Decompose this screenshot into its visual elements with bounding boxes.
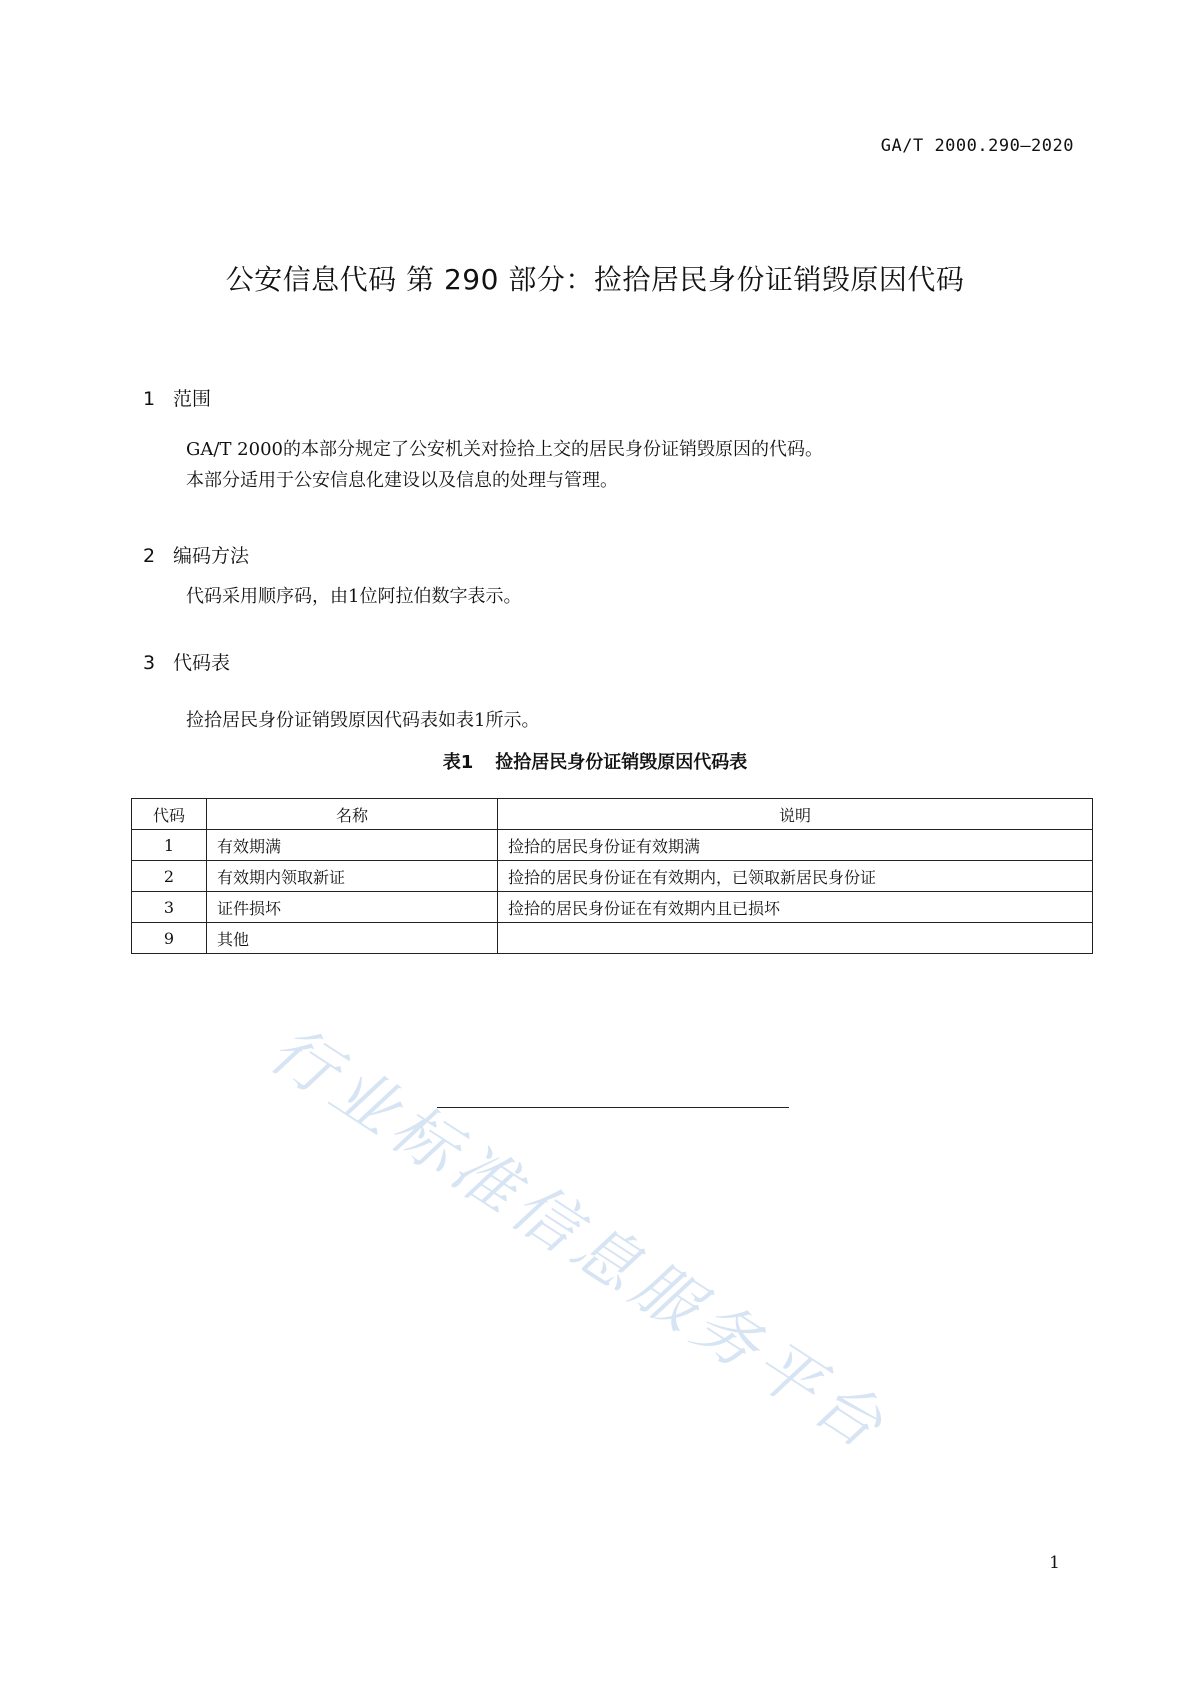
section-heading-coding-method (143, 541, 249, 568)
document-title: 公安信息代码 第 290 部分：捡拾居民身份证销毁原因代码 (225, 263, 965, 296)
section-number: 1 (143, 388, 156, 410)
description-cell: 捡拾的居民身份证在有效期内且已损坏 (498, 892, 1093, 923)
table-header-row (132, 799, 1093, 830)
section-heading-code-table (143, 648, 230, 675)
table-row (132, 861, 1093, 892)
page-number: 1 (1049, 1553, 1060, 1573)
standard-code: GA/T 2000.290—2020 (880, 136, 1074, 156)
code-cell: 2 (132, 861, 207, 892)
table-caption-label: 表1 (442, 752, 474, 773)
section-title: 范围 (173, 388, 212, 410)
name-cell: 有效期满 (207, 830, 498, 861)
code-cell: 3 (132, 892, 207, 923)
paragraph: GA/T 2000的本部分规定了公安机关对捡拾上交的居民身份证销毁原因的代码。 (186, 439, 823, 460)
description-cell: 捡拾的居民身份证有效期满 (498, 830, 1093, 861)
paragraph: 代码采用顺序码，由1位阿拉伯数字表示。 (186, 586, 522, 607)
name-cell: 其他 (207, 923, 498, 954)
code-table (131, 798, 1093, 954)
section-number: 3 (143, 652, 156, 674)
section-title: 编码方法 (173, 545, 250, 567)
code-cell: 9 (132, 923, 207, 954)
name-cell: 有效期内领取新证 (207, 861, 498, 892)
watermark: 行业标准信息服务平台 (256, 1012, 901, 1467)
column-header-code: 代码 (132, 799, 207, 830)
end-rule (437, 1107, 789, 1108)
section-number: 2 (143, 545, 156, 567)
column-header-name: 名称 (207, 799, 498, 830)
column-header-description: 说明 (498, 799, 1093, 830)
description-cell (498, 923, 1093, 954)
name-cell: 证件损坏 (207, 892, 498, 923)
paragraph: 本部分适用于公安信息化建设以及信息的处理与管理。 (186, 470, 618, 491)
paragraph: 捡拾居民身份证销毁原因代码表如表1所示。 (186, 710, 540, 731)
code-cell: 1 (132, 830, 207, 861)
table-caption (60, 748, 1130, 774)
section-heading-scope (143, 384, 211, 411)
table-row (132, 892, 1093, 923)
description-cell: 捡拾的居民身份证在有效期内，已领取新居民身份证 (498, 861, 1093, 892)
table-row (132, 830, 1093, 861)
section-title: 代码表 (173, 652, 231, 674)
table-row (132, 923, 1093, 954)
table-caption-title: 捡拾居民身份证销毁原因代码表 (495, 752, 748, 773)
